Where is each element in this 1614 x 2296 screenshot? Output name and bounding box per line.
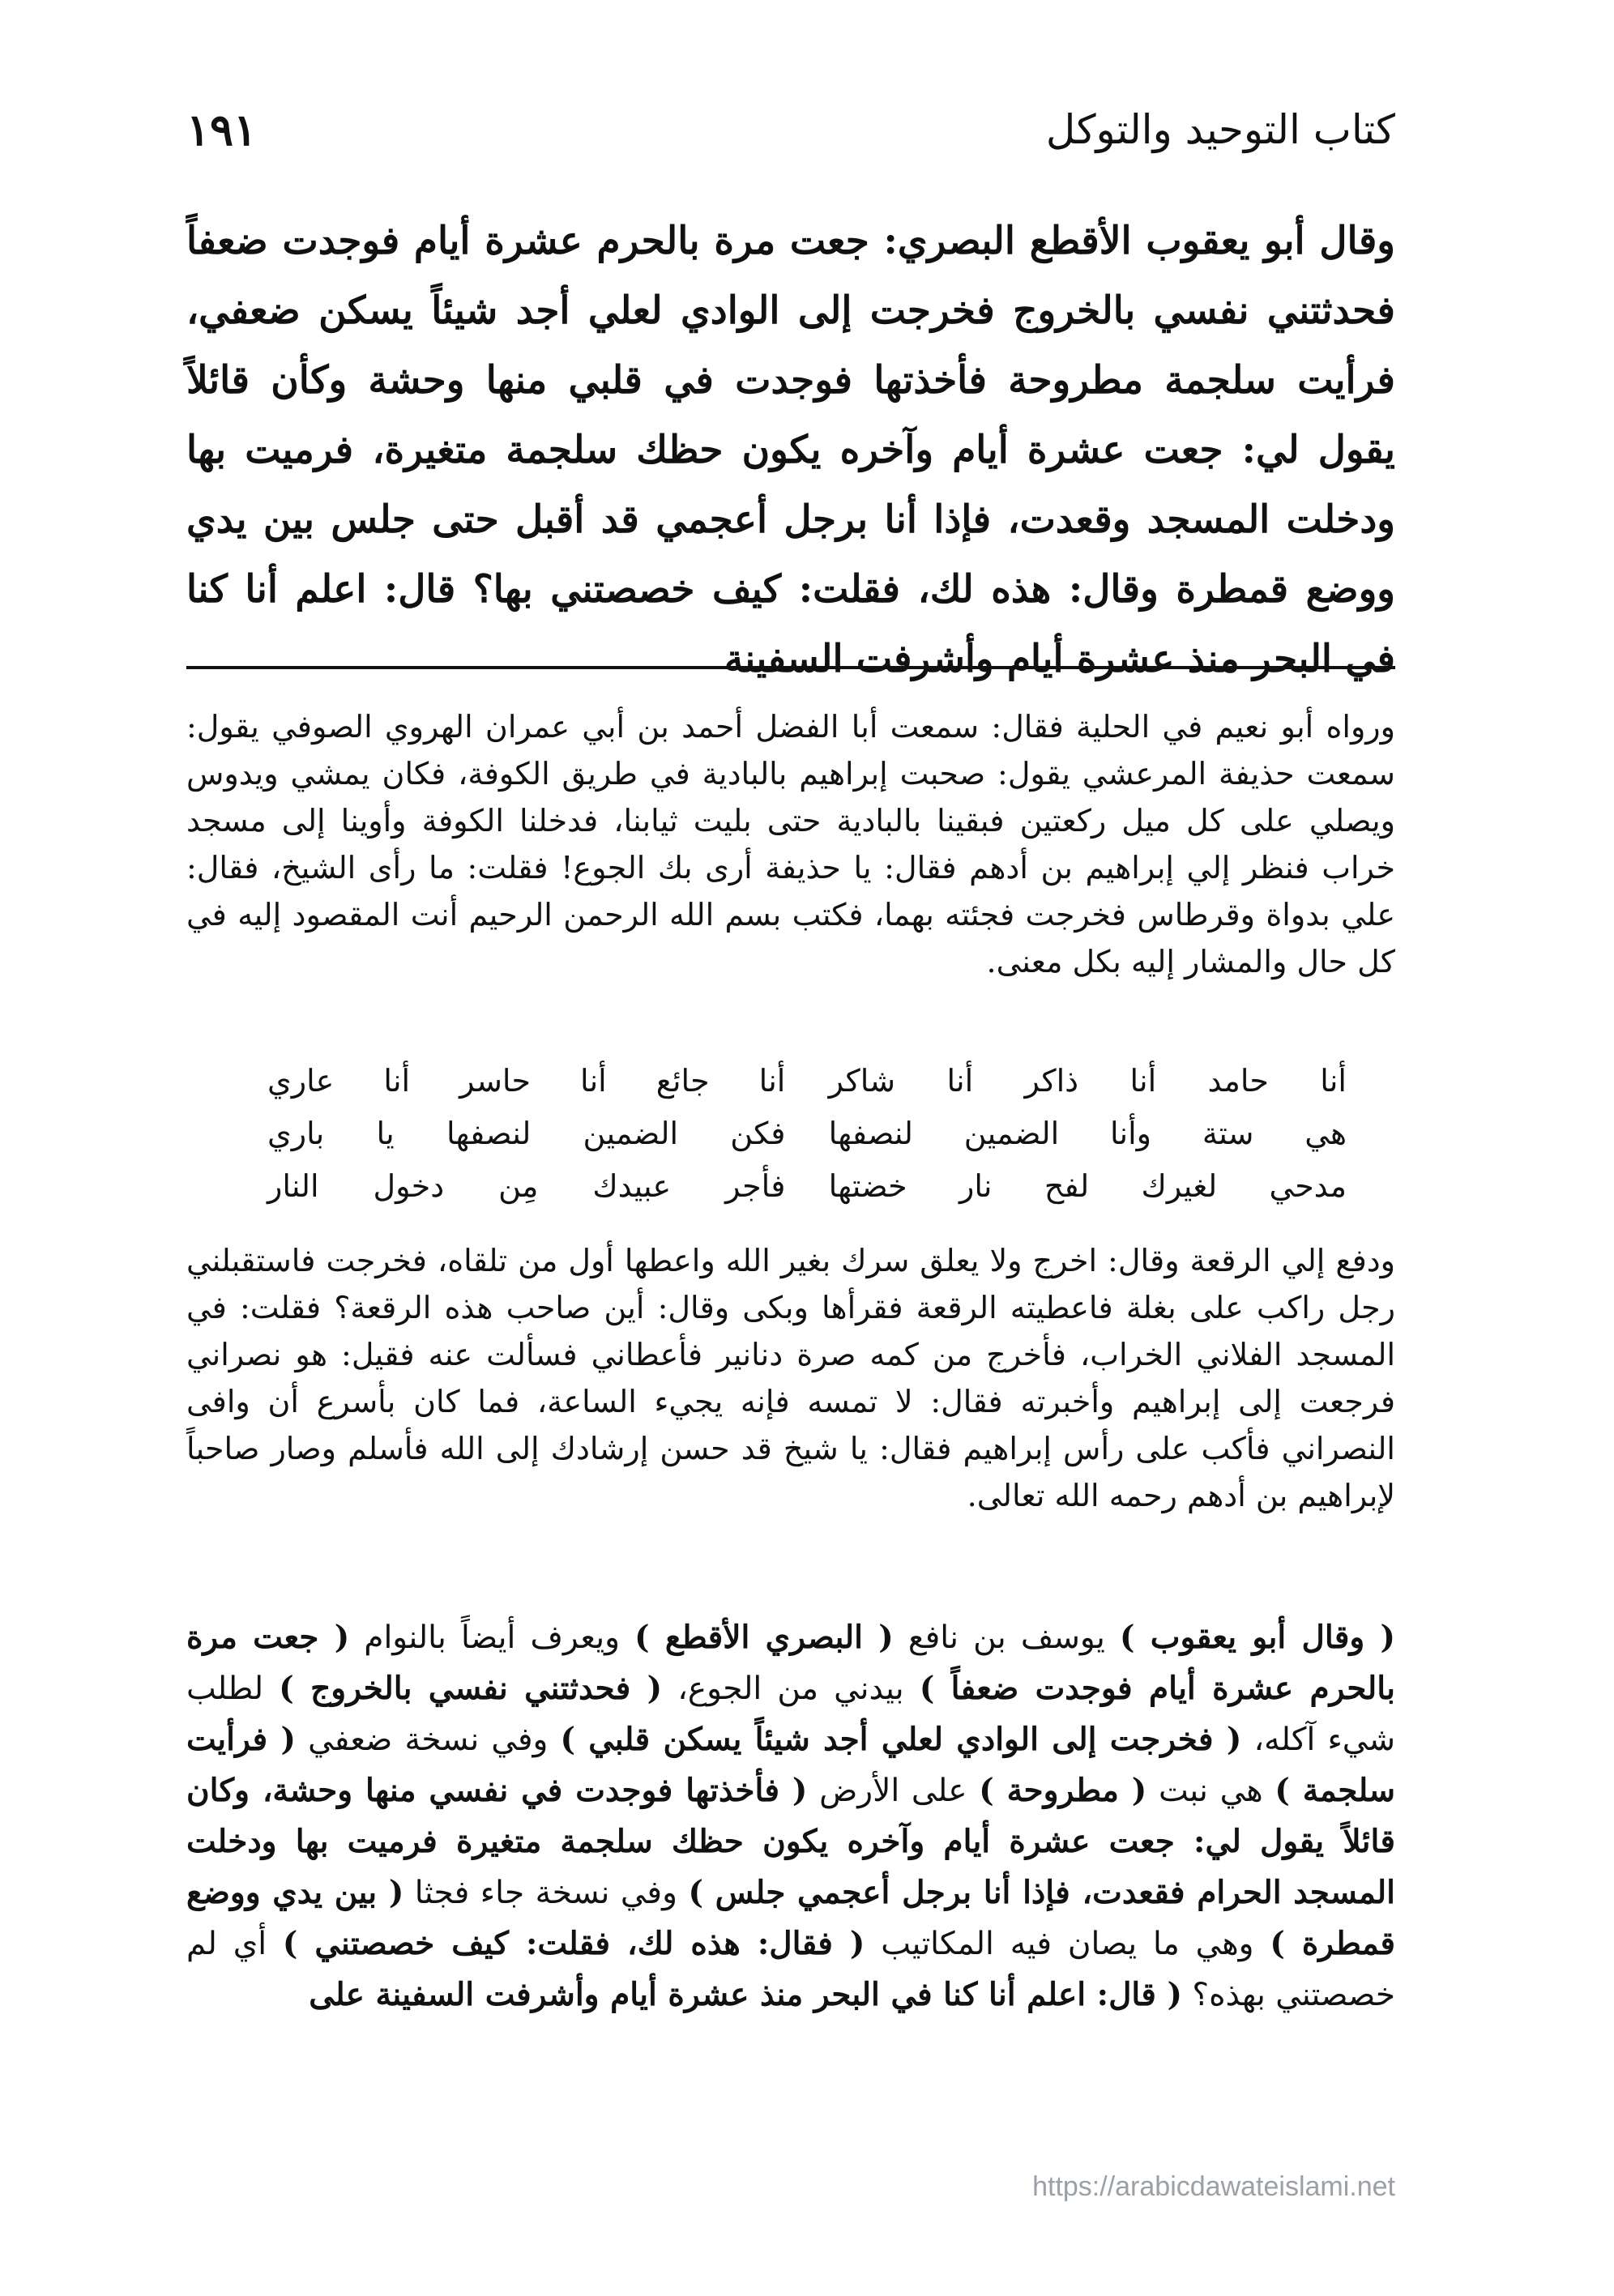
verse-first-hemistich: مدحي لغيرك لفح نار خضتها (828, 1168, 1347, 1204)
commentary-block (186, 1612, 1395, 2090)
separator-rule (186, 666, 1395, 669)
verse-second-hemistich: فكن الضمين لنصفها يا باري (267, 1116, 786, 1151)
commentary-quote: ( البصري الأقطع ) (634, 1619, 894, 1656)
commentary-explanation: على الأرض (807, 1773, 980, 1809)
commentary-quote: ( فخرجت إلى الوادي لعلي أجد شيئاً يسكن قلبي ) (560, 1721, 1242, 1758)
verse-second-hemistich: أنا جائع أنا حاسر أنا عاري (267, 1063, 786, 1099)
commentary-explanation: بيدني من الجوع، (662, 1671, 920, 1707)
commentary-explanation: وفي نسخة ضعفي (295, 1722, 561, 1758)
poetry-block (267, 1055, 1347, 1213)
commentary-quote: ( فرأيت سلجمة ) (186, 1721, 1395, 1809)
verse-first-hemistich: أنا حامد أنا ذاكر أنا شاكر (828, 1063, 1347, 1099)
commentary-quote: ( مطروحة ) (979, 1772, 1147, 1809)
commentary-quote: ( بين يدي ووضع قمطرة ) (186, 1874, 1395, 1962)
commentary-explanation: ويعرف أيضاً بالنوام (349, 1620, 635, 1656)
commentary-quote: ( فأخذتها فوجدت في نفسي منها وحشة، وكان قائلاً يقول لي: جعت عشرة أيام وآخره يكون حظك سلجمة متغيرة فرميت بها ودخلت المسجد الحرام فقعدت، فإذا أنا برجل أعجمي جلس ) (186, 1772, 1395, 1911)
main-text: وقال أبو يعقوب الأقطع البصري: جعت مرة بالحرم عشرة أيام فوجدت ضعفاً فحدثتني نفسي بالخروج فخرجت إلى الوادي لعلي أجد شيئاً يسكن ضعفي، فرأيت سلجمة مطروحة فأخذتها فوجدت في قلبي منها وحشة وكأن قائلاً يقول لي: جعت عشرة أيام وآخره يكون حظك سلجمة متغيرة، فرميت بها ودخلت المسجد وقعدت، فإذا أنا برجل أعجمي قد أقبل حتى جلس بين يدي ووضع قمطرة وقال: هذه لك، فقلت: كيف خصصتني بها؟ قال: اعلم أنا كنا في البحر منذ عشرة أيام وأشرفت السفينة (186, 219, 1395, 681)
verse (267, 1055, 1347, 1107)
source-watermark[interactable]: https://arabicdawateislami.net (1032, 2171, 1395, 2202)
commentary-explanation: يوسف بن نافع (893, 1620, 1121, 1656)
commentary-quote: ( جعت مرة بالحرم عشرة أيام فوجدت ضعفاً ) (186, 1619, 1395, 1707)
commentary-quote: ( فحدثتني نفسي بالخروج ) (279, 1670, 663, 1707)
verse (267, 1107, 1347, 1160)
page-number: ١٩١ (186, 104, 258, 156)
footnote-text: ورواه أبو نعيم في الحلية فقال: سمعت أبا الفضل أحمد بن أبي عمران الهروي الصوفي يقول: سمعت حذيفة المرعشي يقول: صحبت إبراهيم بالبادية في طريق الكوفة، فكان يمشي ويدوس ويصلي على كل ميل ركعتين فبقينا بالبادية حتى بليت ثيابنا، فدخلنا الكوفة وأوينا إلى مسجد خراب فنظر إلي إبراهيم بن أدهم فقال: يا حذيفة أرى بك الجوع! فقلت: ما رأى الشيخ، فقال: علي بدواة وقرطاس فخرجت فجئته بهما، فكتب بسم الله الرحمن الرحيم أنت المقصود إليه في كل حال والمشار إليه بكل معنى. (186, 709, 1395, 979)
commentary-quote: ( فقال: هذه لك، فقلت: كيف خصصتني ) (282, 1925, 865, 1962)
verse (267, 1160, 1347, 1213)
footnote-continuation: ودفع إلي الرقعة وقال: اخرج ولا يعلق سرك بغير الله واعطها أول من تلقاه، فخرجت فاستقبلني رجل راكب على بغلة فاعطيته الرقعة فقرأها وبكى وقال: أين صاحب هذه الرقعة؟ فقلت: في المسجد الفلاني الخراب، فأخرج من كمه صرة دنانير فأعطاني فسألت عنه فقيل: هو نصراني فرجعت إلى إبراهيم وأخبرته فقال: لا تمسه فإنه يجيء الساعة، فما كان بأسرع أن وافى النصراني فأكب على رأس إبراهيم فقال: يا شيخ قد حسن إرشادك إلى الله فأسلم وصار صاحباً لإبراهيم بن أدهم رحمه الله تعالى. (186, 1243, 1395, 1513)
commentary-quote: ( قال: اعلم أنا كنا في البحر منذ عشرة أيام وأشرفت السفينة على (309, 1976, 1182, 2013)
footnote-paragraph (186, 703, 1395, 985)
verse-second-hemistich: فأجر عبيدك مِن دخول النار (267, 1168, 786, 1204)
commentary-explanation: وفي نسخة جاء فجثا (404, 1875, 689, 1911)
commentary-quote: ( وقال أبو يعقوب ) (1120, 1619, 1395, 1656)
commentary-explanation: لطلب شيء آكله، (186, 1671, 1395, 1758)
commentary-explanation: أي لم خصصتني بهذه؟ (186, 1926, 1395, 2013)
commentary-explanation: هي نبت (1146, 1773, 1275, 1809)
commentary-explanation: وهي ما يصان فيه المكاتيب (865, 1926, 1270, 1962)
page-header (186, 97, 1395, 162)
running-title: كتاب التوحيد والتوكل (1045, 106, 1395, 153)
verse-first-hemistich: هي ستة وأنا الضمين لنصفها (828, 1116, 1347, 1151)
